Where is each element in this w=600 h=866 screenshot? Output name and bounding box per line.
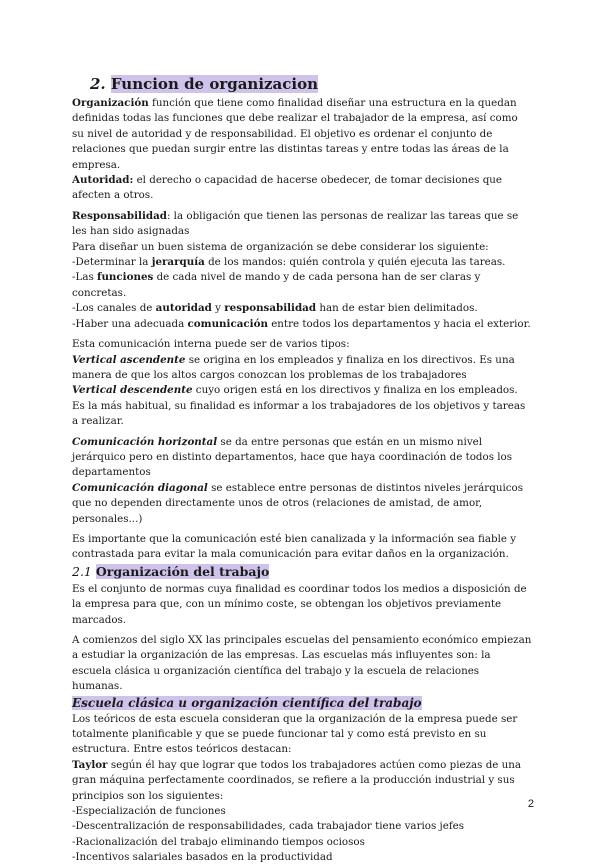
paragraph-diagonal: Comunicación diagonal se establece entre personas de distintos niveles jerárquicos que no dependen directamente unos de otros (relaciones de amistad, de amor, personales...) — [72, 481, 523, 525]
list-item: -Haber una adecuada comunicación entre todos los departamentos y hacia el exterior. — [72, 317, 531, 330]
paragraph-vertical-descendente: Vertical descendente cuyo origen está en los directivos y finaliza en los empleados. Es la más habitual, su finalidad es informar a los trabajadores de los objetivos y tareas a realizar. — [72, 384, 526, 428]
list-item: -Descentralización de responsabilidades, cada trabajador tiene varios jefes — [72, 820, 465, 833]
section-heading-2-1: 2.1 Organización del trabajo — [72, 563, 270, 579]
heading-number: 2. — [90, 75, 106, 93]
term-vertical-ascendente: Vertical ascendente — [72, 353, 186, 366]
term-horizontal: Comunicación horizontal — [72, 435, 218, 448]
list-item: -Racionalización del trabajo eliminando tiempos ociosos — [72, 835, 365, 848]
heading-title: Funcion de organizacion — [110, 75, 319, 93]
paragraph-taylor: Taylor según él hay que lograr que todos los trabajadores actúen como piezas de una gran máquina perfectamente coordinados, se refiere a la producción industrial y sus principios son los siguientes: — [72, 758, 522, 802]
paragraph-s21-2: A comienzos del siglo XX las principales escuelas del pensamiento económico empiezan a estudiar la organización de las empresas. Las escuelas más influyentes son: la escuela clásica u organización científica del trabajo y la escuela de relaciones humanas. — [72, 634, 532, 693]
term-vertical-descendente: Vertical descendente — [72, 384, 193, 397]
term-taylor: Taylor — [72, 758, 108, 771]
paragraph-organizacion: Organización función que tiene como finalidad diseñar una estructura en la quedan definidas todas las funciones que debe realizar el trabajador de la empresa, así como su nivel de autoridad y de responsabilidad. El objetivo es ordenar el conjunto de relaciones que puedan surgir entre las distintas tareas y entre todas las áreas de la empresa. — [72, 97, 518, 171]
paragraph-diseno-intro: Para diseñar un buen sistema de organización se debe considerar los siguiente: — [72, 240, 489, 253]
list-item: -Los canales de autoridad y responsabilidad han de estar bien delimitados. — [72, 302, 478, 315]
list-item: -Las funciones de cada nivel de mando y de cada persona han de ser claras y concretas. — [72, 271, 481, 299]
paragraph-clasica-1: Los teóricos de esta escuela consideran que la organización de la empresa puede ser totalmente planificable y que se puede funcionar tal y como está previsto en su estructura. Entre estos teóricos destacan: — [72, 712, 518, 756]
term-organizacion: Organización — [72, 97, 149, 109]
term-responsabilidad: Responsabilidad — [72, 209, 167, 222]
list-item: -Incentivos salariales basados en la productividad — [72, 851, 333, 864]
paragraph-responsabilidad: Responsabilidad: la obligación que tienen las personas de realizar las tareas que se les han sido asignadas — [72, 209, 519, 238]
section-heading-clasica: Escuela clásica u organización científica del trabajo — [72, 695, 422, 710]
term-autoridad: Autoridad: — [72, 174, 134, 187]
paragraph-importante: Es importante que la comunicación esté bien canalizada y la información sea fiable y contrastada para evitar la mala comunicación para evitar daños en la organización. — [72, 532, 517, 561]
paragraph-s21-1: Es el conjunto de normas cuya finalidad es coordinar todos los medios a disposición de la empresa para que, con un mínimo coste, se obtengan los objetivos previamente marcados. — [72, 582, 527, 626]
paragraph-autoridad: Autoridad: el derecho o capacidad de hacerse obedecer, de tomar decisiones que afecten a otros. — [72, 174, 503, 202]
list-item: -Especialización de funciones — [72, 805, 226, 818]
paragraph-vertical-ascendente: Vertical ascendente se origina en los empleados y finaliza en los directivos. Es una manera de que los altos cargos conozcan los problemas de los trabajadores — [72, 353, 515, 381]
document-page — [72, 74, 532, 866]
list-item: -Determinar la jerarquía de los mandos: quién controla y quién ejecuta las tareas. — [72, 256, 506, 269]
paragraph-comm-intro: Esta comunicación interna puede ser de varios tipos: — [72, 338, 350, 351]
paragraph-horizontal: Comunicación horizontal se da entre personas que están en un mismo nivel jerárquico pero en distinto departamentos, hace que haya coordinación de todos los departamentos — [72, 435, 513, 479]
section-heading-2 — [90, 74, 532, 94]
page-number: 2 — [527, 798, 534, 810]
term-diagonal: Comunicación diagonal — [72, 481, 208, 494]
